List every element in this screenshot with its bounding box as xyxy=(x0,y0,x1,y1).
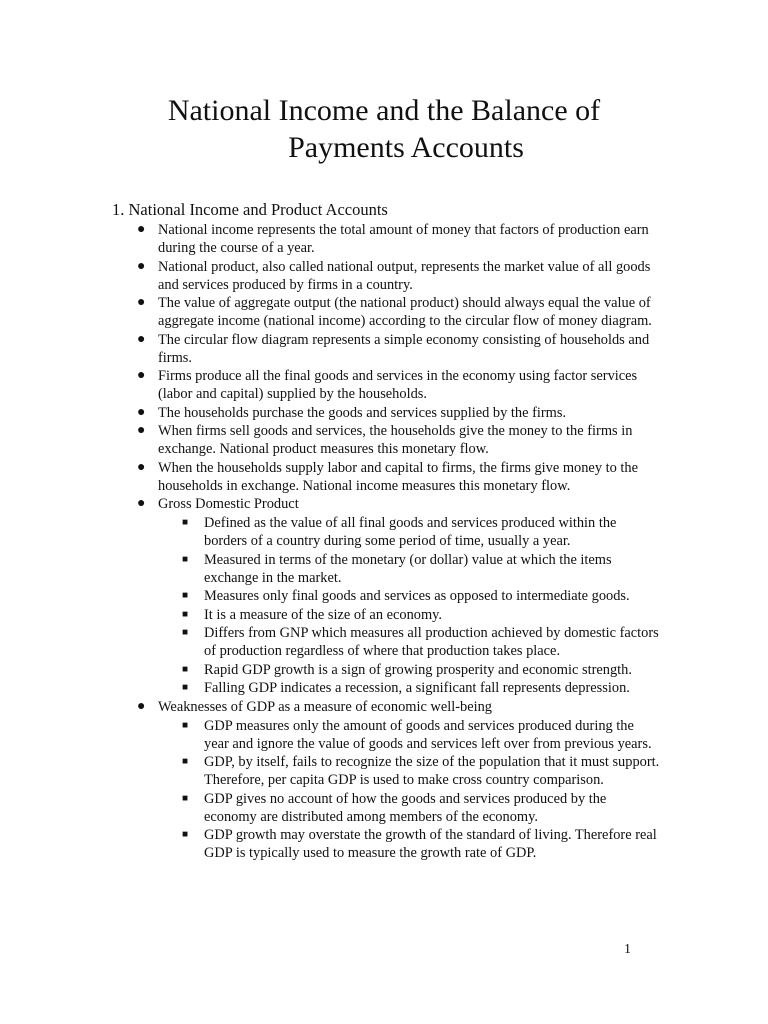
sub-list-item xyxy=(182,790,662,826)
square-bullet-icon: ■ xyxy=(182,756,189,767)
sub-list-item xyxy=(182,826,662,862)
list-item xyxy=(137,331,663,367)
square-bullet-icon: ■ xyxy=(182,553,189,565)
square-bullet-icon: ■ xyxy=(182,590,189,601)
bullet-icon: ● xyxy=(137,698,146,714)
sub-list-item-text: GDP gives no account of how the goods and services produced by the economy are distributed among members of the economy. xyxy=(204,790,607,825)
bullet-icon: ● xyxy=(137,423,146,438)
list-item xyxy=(137,294,663,330)
sub-list-item xyxy=(182,514,662,550)
list-item-text: Gross Domestic Product xyxy=(158,496,299,512)
list-item-text: The circular flow diagram represents a simple economy consisting of households and firms. xyxy=(158,331,650,366)
list-item-text: When firms sell goods and services, the households give the money to the firms in exchange. National product measures this monetary flow. xyxy=(158,423,633,457)
square-bullet-icon: ■ xyxy=(182,792,189,804)
sub-list-item-text: GDP, by itself, fails to recognize the size of the population that it must support. Therefore, per capita GDP is used to make cross country comparison. xyxy=(204,754,660,788)
bullet-icon: ● xyxy=(137,404,146,420)
sub-list-item-text: Measures only final goods and services as opposed to intermediate goods. xyxy=(204,588,630,604)
list-item-text: The households purchase the goods and services supplied by the firms. xyxy=(158,404,567,421)
square-bullet-icon: ■ xyxy=(182,719,189,731)
sub-list-item xyxy=(182,717,662,753)
bullet-icon: ● xyxy=(137,496,146,511)
sub-list-item xyxy=(182,661,662,679)
list-item xyxy=(137,367,663,403)
bullet-icon: ● xyxy=(137,331,146,347)
sub-list-item-text: It is a measure of the size of an economy. xyxy=(204,606,443,623)
sub-list-item-text: GDP measures only the amount of goods and services produced during the year and ignore the value of goods and services left over from previous years. xyxy=(204,717,652,752)
sub-list-item xyxy=(182,587,662,605)
sub-list-item-text: GDP growth may overstate the growth of the standard of living. Therefore real GDP is typically used to measure the growth rate of GDP. xyxy=(204,827,657,861)
list-item xyxy=(137,422,663,458)
list-item-weaknesses xyxy=(137,698,663,863)
list-item-text: The value of aggregate output (the national product) should always equal the value of aggregate income (national income) according to the circular flow of money diagram. xyxy=(158,295,652,329)
sub-list-item-text: Measured in terms of the monetary (or dollar) value at which the items exchange in the market. xyxy=(204,551,612,586)
document-title xyxy=(0,92,768,166)
sub-list-item xyxy=(182,551,662,587)
sub-list-item xyxy=(182,679,662,697)
title-line-1: National Income and the Balance of xyxy=(167,94,601,127)
square-bullet-icon: ■ xyxy=(182,663,189,675)
list-item-text: National product, also called national output, represents the market value of all goods and services produced by firms in a country. xyxy=(158,258,651,293)
square-bullet-icon: ■ xyxy=(182,682,189,693)
bullet-icon: ● xyxy=(137,295,146,310)
sub-list-item-text: Rapid GDP growth is a sign of growing prosperity and economic strength. xyxy=(204,661,632,678)
sub-list-item xyxy=(182,624,662,660)
list-item xyxy=(137,258,663,294)
sub-bullet-list xyxy=(182,514,662,697)
sub-bullet-list xyxy=(182,717,662,863)
square-bullet-icon: ■ xyxy=(182,627,189,638)
list-item xyxy=(137,221,663,257)
bullet-icon: ● xyxy=(137,368,146,383)
list-item-text: Weaknesses of GDP as a measure of economic well-being xyxy=(158,698,492,715)
square-bullet-icon: ■ xyxy=(182,608,189,620)
sub-list-item-text: Falling GDP indicates a recession, a significant fall represents depression. xyxy=(204,680,630,696)
sub-list-item-text: Defined as the value of all final goods and services produced within the borders of a country during some period of time, usually a year. xyxy=(204,515,617,549)
list-item xyxy=(137,459,663,495)
bullet-icon: ● xyxy=(137,459,146,475)
bullet-icon: ● xyxy=(137,222,146,237)
list-item xyxy=(137,404,663,422)
square-bullet-icon: ■ xyxy=(182,829,189,840)
page-number: 1 xyxy=(624,942,631,957)
sub-list-item xyxy=(182,606,662,624)
list-item-text: National income represents the total amount of money that factors of production earn during the course of a year. xyxy=(158,222,649,256)
list-item-text: Firms produce all the final goods and services in the economy using factor services (labor and capital) supplied by the households. xyxy=(158,368,638,402)
bullet-icon: ● xyxy=(137,258,146,274)
list-item-text: When the households supply labor and capital to firms, the firms give money to the households in exchange. National income measures this monetary flow. xyxy=(158,459,638,494)
sub-list-item xyxy=(182,753,662,789)
square-bullet-icon: ■ xyxy=(182,517,189,528)
list-item-gdp xyxy=(137,495,663,697)
section-heading: 1. National Income and Product Accounts xyxy=(112,200,388,219)
title-line-2: Payments Accounts xyxy=(288,131,524,164)
bullet-list xyxy=(137,221,663,863)
sub-list-item-text: Differs from GNP which measures all production achieved by domestic factors of production regardless of where that production takes place. xyxy=(204,625,659,659)
